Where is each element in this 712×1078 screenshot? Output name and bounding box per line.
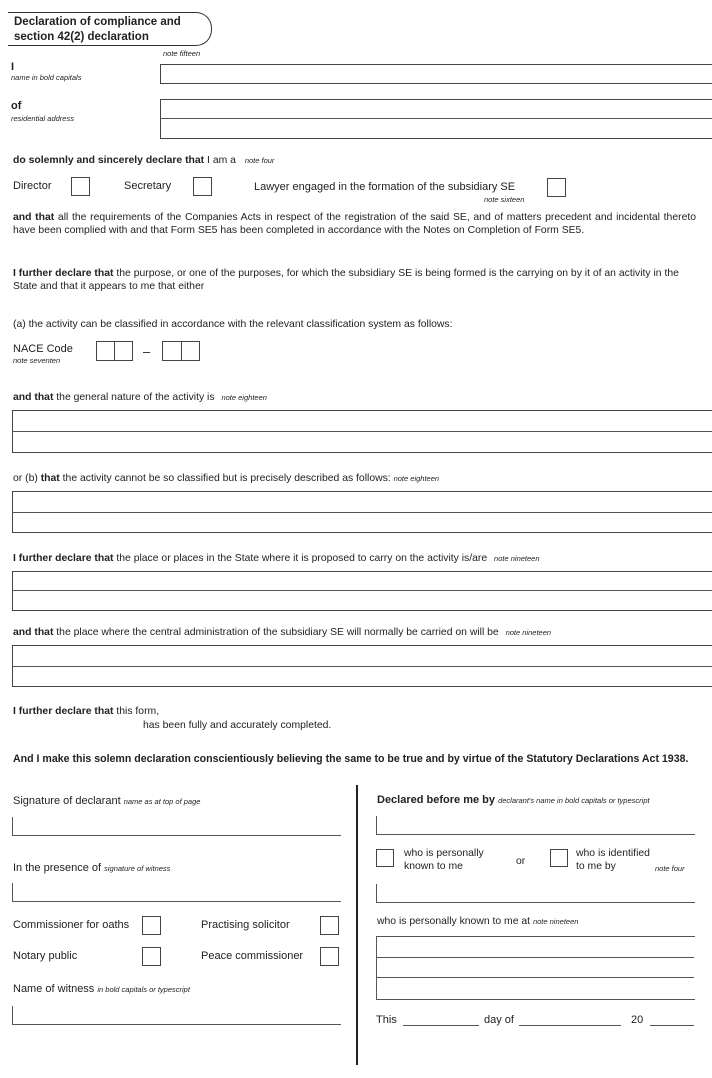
declare-rest: I am a: [207, 155, 236, 166]
lawyer-label: Lawyer engaged in the formation of the subsidiary SE: [254, 181, 516, 193]
commissioner-label: Commissioner for oaths: [13, 919, 130, 931]
known-at-text: who is personally known to me at: [377, 916, 531, 927]
general-nature-text: the general nature of the activity is: [56, 392, 215, 403]
nace-note: note seventen: [13, 356, 61, 365]
year-field[interactable]: [650, 1025, 694, 1026]
activity-a-text: (a) the activity can be classified in accordance with the relevant classification system as follows:: [13, 319, 453, 330]
known-at-label: [377, 916, 578, 927]
solemn-declaration: And I make this solemn declaration conscientiously believing the same to be true and by virtue of the Statutory Declarations Act 1938.: [13, 753, 689, 765]
places-divider: [12, 590, 712, 591]
declared-text: Declared before me by: [377, 794, 495, 806]
purpose-text: the purpose, or one of the purposes, for which the subsidiary SE is being formed is the carrying on by it of an activity in the State and that it appears to me that either: [13, 268, 679, 292]
nace-label: NACE Code: [13, 343, 73, 355]
compliance-paragraph: [13, 211, 696, 237]
central-admin-text: the place where the central administration of the subsidiary SE will normally be carried on will be: [56, 627, 499, 638]
signature-note: name as at top of page: [123, 797, 201, 806]
central-admin-bold: and that: [13, 627, 54, 638]
activity-b-divider: [12, 512, 712, 513]
form-complete-text1: this form,: [116, 706, 160, 717]
practising-label: Practising solicitor: [201, 919, 290, 931]
month-field[interactable]: [519, 1025, 621, 1026]
signature-label: [13, 795, 200, 807]
known-line1: who is personally: [404, 848, 484, 859]
notary-label: Notary public: [13, 950, 78, 962]
this-label: This: [376, 1014, 397, 1026]
witness-name-field[interactable]: [12, 1006, 341, 1025]
i-sublabel: name in bold capitals: [11, 73, 82, 82]
places-field[interactable]: [12, 571, 712, 611]
identified-label: [576, 847, 650, 873]
activity-b-bold: that: [40, 473, 60, 484]
identified-line2: to me by: [576, 861, 616, 872]
witness-name-text: Name of witness: [13, 983, 95, 995]
presence-text: In the presence of: [13, 862, 102, 874]
places-note: note nineteen: [494, 554, 540, 563]
notary-checkbox[interactable]: [142, 947, 161, 966]
compliance-text: all the requirements of the Companies Acts in respect of the registration of the said SE, and of matters precedent and incidental thereto have been complied with and that Form SE5 has been completed in accordance with the Notes on Completion of Form SE5.: [13, 212, 697, 236]
known-at-note: note nineteen: [532, 917, 579, 926]
activity-b-note: note eighteen: [393, 474, 440, 483]
witness-name-label: [13, 983, 190, 995]
known-label: [404, 847, 484, 873]
central-admin-note: note nineteen: [505, 628, 552, 637]
declare-bold: do solemnly and sincerely declare that: [13, 155, 205, 166]
commissioner-checkbox[interactable]: [142, 916, 161, 935]
places-label: [13, 553, 540, 564]
right-note-four: note four: [655, 864, 685, 873]
address-field[interactable]: [160, 99, 712, 139]
activity-b-pre: or (b): [13, 473, 38, 484]
general-nature-bold: and that: [13, 392, 54, 403]
nace-code-part2-divider: [181, 341, 182, 361]
i-label: I: [11, 61, 15, 73]
name-field[interactable]: [160, 64, 712, 84]
compliance-bold: and that: [13, 212, 55, 223]
form-complete-line1: [13, 706, 159, 717]
practising-checkbox[interactable]: [320, 916, 339, 935]
nace-dash: –: [143, 344, 151, 359]
general-nature-divider: [12, 431, 712, 432]
form-title-line1: Declaration of compliance and: [14, 16, 181, 28]
day-number-field[interactable]: [403, 1025, 479, 1026]
nace-code-part1-divider: [114, 341, 115, 361]
general-nature-note: note eighteen: [221, 393, 267, 402]
witness-name-note: in bold capitals or typescript: [97, 985, 190, 994]
form-complete-bold: I further declare that: [13, 706, 114, 717]
lawyer-checkbox[interactable]: [547, 178, 566, 197]
form-title: [8, 12, 212, 46]
activity-b-text: the activity cannot be so classified but is precisely described as follows:: [62, 473, 391, 484]
secretary-checkbox[interactable]: [193, 177, 212, 196]
director-label: Director: [13, 180, 52, 192]
activity-b-label: [13, 473, 439, 484]
purpose-paragraph: [13, 267, 696, 293]
central-admin-label: [13, 627, 551, 638]
declare-note: note four: [244, 156, 275, 165]
places-bold: I further declare that: [13, 553, 114, 564]
form-title-line2: section 42(2) declaration: [14, 31, 149, 43]
form-complete-line2: has been fully and accurately completed.: [143, 720, 332, 731]
presence-note: signature of witness: [104, 864, 171, 873]
known-line2: known to me: [404, 861, 463, 872]
note-fifteen: note fifteen: [163, 49, 201, 58]
purpose-bold: I further declare that: [13, 268, 114, 279]
known-checkbox[interactable]: [376, 849, 394, 867]
year-prefix-label: 20: [631, 1014, 644, 1026]
identified-checkbox[interactable]: [550, 849, 568, 867]
peace-checkbox[interactable]: [320, 947, 339, 966]
known-at-divider1: [376, 957, 694, 958]
or-label: or: [516, 856, 526, 867]
identification-field[interactable]: [376, 884, 695, 903]
central-admin-divider: [12, 666, 712, 667]
presence-label: [13, 862, 170, 874]
declarant-name-field[interactable]: [376, 816, 695, 835]
of-sublabel: residential address: [11, 114, 74, 123]
declared-note: declarant's name in bold capitals or typescript: [498, 796, 650, 805]
peace-label: Peace commissioner: [201, 950, 304, 962]
declare-line: [13, 155, 274, 166]
general-nature-label: [13, 392, 267, 403]
address-divider: [160, 118, 712, 119]
places-text: the place or places in the State where it is proposed to carry on the activity is/are: [116, 553, 488, 564]
day-of-label: day of: [484, 1014, 514, 1026]
note-sixteen: note sixteen: [484, 195, 525, 204]
column-divider: [356, 785, 358, 1065]
director-checkbox[interactable]: [71, 177, 90, 196]
witness-signature-field[interactable]: [12, 883, 341, 902]
declared-label: [377, 794, 650, 806]
signature-text: Signature of declarant: [13, 795, 121, 807]
known-at-divider2: [376, 977, 694, 978]
of-label: of: [11, 100, 22, 112]
known-at-field[interactable]: [376, 936, 695, 1000]
signature-field[interactable]: [12, 817, 341, 836]
secretary-label: Secretary: [124, 180, 172, 192]
identified-line1: who is identified: [576, 848, 650, 859]
